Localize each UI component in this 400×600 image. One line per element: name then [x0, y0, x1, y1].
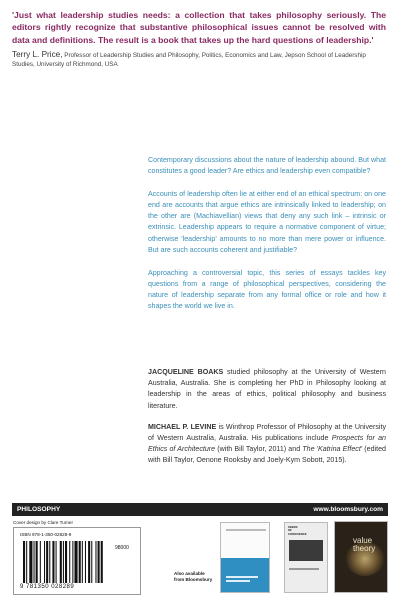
- category-bar: [12, 503, 388, 516]
- barcode-bar: [82, 541, 83, 583]
- book-1-text-line: [226, 576, 258, 578]
- barcode-panel: [13, 527, 141, 595]
- bio-name-levine: MICHAEL P. LEVINE: [148, 422, 217, 431]
- isbn-text: ISBN 978-1-350-02828-9: [20, 532, 72, 537]
- publisher-website: www.bloomsbury.com: [313, 506, 383, 513]
- barcode-bar: [63, 541, 64, 583]
- barcode-bar: [60, 541, 62, 583]
- book-1-color-panel: [221, 558, 269, 592]
- quote-author-title: Professor of Leadership Studies and Philosophy, Politics, Economics and Law, Jepson School of Leadership Studies, University of Richmond, USA: [12, 52, 366, 68]
- book-3-title: value theory: [353, 536, 376, 553]
- book-description: [148, 155, 386, 312]
- bio-book-title-2: The 'Katrina Effect': [302, 445, 363, 454]
- barcode-bar: [95, 541, 96, 583]
- barcode-bar: [26, 541, 27, 583]
- price-code: 98000: [115, 545, 129, 551]
- category-label: PHILOSOPHY: [17, 506, 61, 513]
- also-available-label: Also available from Bloomsbury: [174, 571, 213, 582]
- bio-text-levine-3: (edited with Bill Taylor, Oenone Rooksby and Joely-Kym Sobott, 2015).: [148, 445, 386, 465]
- barcode-digits: 9 781350 028289: [20, 584, 75, 590]
- related-book-cover-2[interactable]: [284, 522, 328, 593]
- barcode-bar: [29, 541, 32, 583]
- barcode-bar: [72, 541, 73, 583]
- barcode-bar: [34, 541, 35, 583]
- barcode-bar: [91, 541, 92, 583]
- barcode-bar: [79, 541, 81, 583]
- related-book-cover-1[interactable]: [220, 522, 270, 593]
- blurb-paragraph-3: Approaching a controversial topic, this series of essays tackles key questions from a range of philosophical perspectives, considering the nature of leadership separate from any formal office or role and how it shapes the world we live in.: [148, 268, 386, 311]
- barcode-bar: [52, 541, 54, 583]
- barcode-bar: [36, 541, 38, 583]
- barcode-bar: [23, 541, 25, 583]
- quote-attribution: [12, 51, 386, 69]
- barcode-bar: [98, 541, 100, 583]
- editor-bios: [148, 367, 386, 467]
- barcode-graphic: [23, 541, 133, 585]
- barcode-bar: [74, 541, 77, 583]
- bio-text-levine-1: is Winthrop Professor of Philosophy at the University of Western Australia, Australia. His publications include: [148, 422, 386, 443]
- bio-levine: [148, 422, 386, 467]
- bio-boaks: [148, 367, 386, 412]
- barcode-bar: [49, 541, 50, 583]
- barcode-bar: [56, 541, 57, 583]
- bio-text-levine-2: (with Bill Taylor, 2011) and: [215, 445, 303, 454]
- endorsement-quote: [12, 9, 386, 69]
- bio-name-boaks: JACQUELINE BOAKS: [148, 368, 224, 376]
- book-2-title: SEEDS OF CONSCIENCE: [288, 525, 307, 536]
- bio-book-title-1: Prospects for an Ethics of Architecture: [148, 434, 386, 454]
- barcode-bar: [44, 541, 45, 583]
- blurb-paragraph-1: Contemporary discussions about the nature of leadership abound. But what constitutes a good leader? Are ethics and leadership even compatible?: [148, 156, 386, 176]
- related-book-cover-3[interactable]: [334, 521, 388, 593]
- barcode-bar: [85, 541, 86, 583]
- barcode-bar: [40, 541, 41, 583]
- quote-text: 'Just what leadership studies needs: a collection that takes philosophy seriously. The editors rightly recognize that substantive philosophical issues cannot be resolved with data and definitions. The result is a book that takes up the hard questions of leadership.': [12, 10, 386, 45]
- book-2-author-line: [289, 568, 319, 570]
- blurb-paragraph-2: Accounts of leadership often lie at either end of an ethical spectrum: on one end are accounts that argue ethics are intrinsically linked to leadership; on the other are (Machiavellian) views that deny any such link – intrinsic or extrinsic. Leadership appears to require a normative component of virtue; otherwise 'leadership' amounts to no more than mere power or influence. But are such accounts coherent and justifiable?: [148, 190, 386, 254]
- book-1-title-line: [226, 529, 266, 531]
- cover-credit: Cover design by Clare Turner: [13, 520, 74, 525]
- barcode-bar: [69, 541, 70, 583]
- barcode-bar: [65, 541, 67, 583]
- barcode-bar: [88, 541, 90, 583]
- bio-text-boaks: studied philosophy at the University of Western Australia, Australia. She is completing her PhD in Philosophy looking at leadership in the areas of ethics, political philosophy and business literature.: [148, 368, 387, 410]
- book-1-text-line: [226, 580, 250, 582]
- barcode-bar: [46, 541, 48, 583]
- barcode-bar: [101, 541, 103, 583]
- book-2-artwork: [289, 540, 323, 561]
- quote-author-name: Terry L. Price,: [12, 50, 63, 60]
